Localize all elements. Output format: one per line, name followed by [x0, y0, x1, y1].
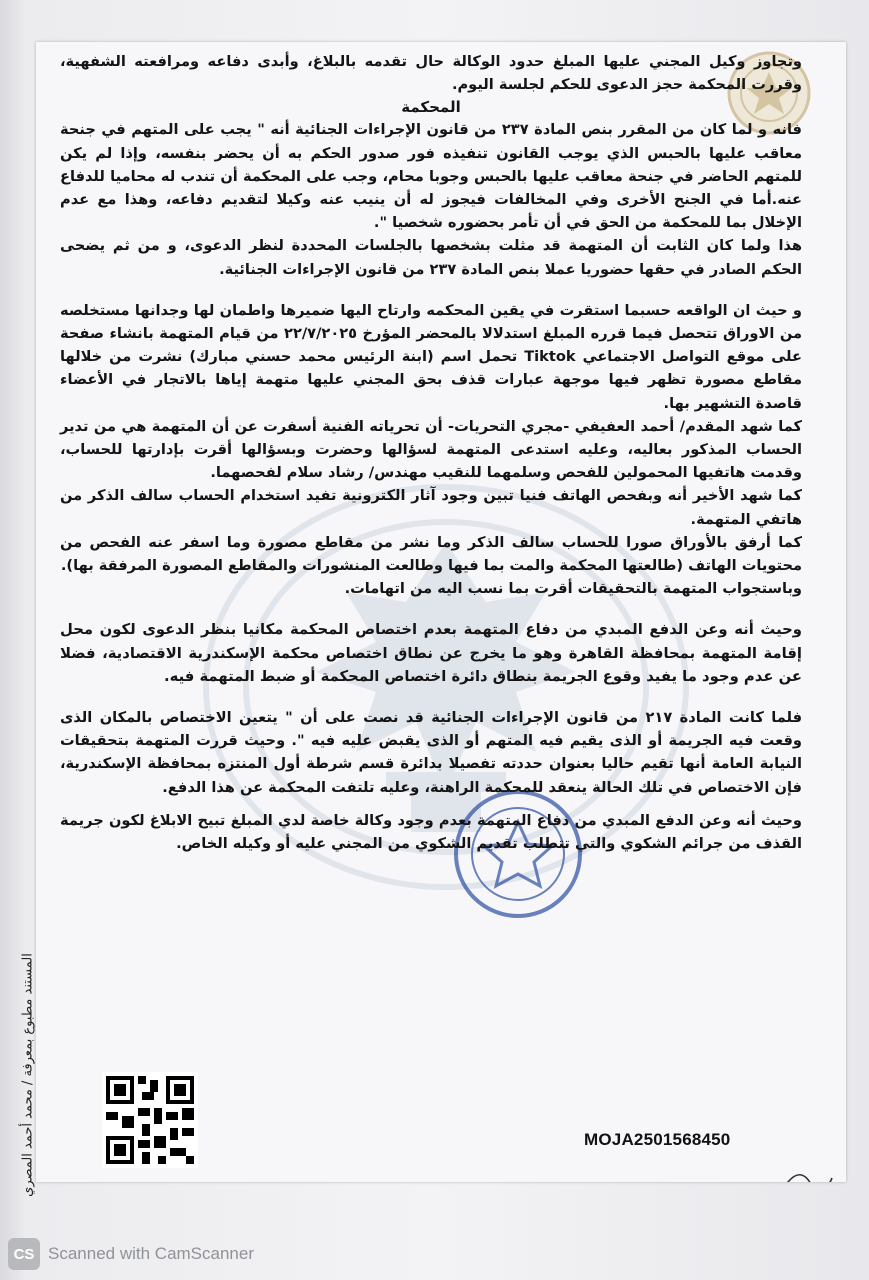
power-of-attorney-paragraph: وحيث أنه وعن الدفع المبدي من دفاع المتهمة بعدم وجود وكالة خاصة لدي المبلغ تبيح الابلاغ لكون جريمة القذف من جرائم الشكوي والتي تتطلب تقديم الشكوي من المجني عليه أو وكيله الخاص.: [60, 811, 802, 853]
section-heading: المحكمة: [401, 98, 461, 117]
document-page: [36, 42, 846, 1182]
attachments-paragraph: كما أرفق بالأوراق صورا للحساب سالف الذكر وما نشر من مقاطع مصورة وما اسفر عنه الفحص من محتويات الهاتف (طالعتها المحكمة والمت بما فيها وطالعت المنشورات والمقاطع المصورة المرفقة بها).: [60, 533, 802, 575]
interrogation-paragraph: وباستجواب المتهمة بالتحقيقات أقرت بما نسب اليه من اتهامات.: [344, 580, 802, 598]
jurisdiction-ruling-paragraph: فلما كانت المادة ٢١٧ من قانون الإجراءات الجنائية قد نصت على أن " يتعين الاختصاص بالمكان الذى وقعت فيه الجريمة أو الذى يقيم فيه المتهم أو الذى يقبض عليه فيه ". وحيث قررت المتهمة بتحقيقات النيابة العامة أنها تقيم حاليا بعنوان حددته تفصيلا بدائرة قسم شرطة أول المنتزه بمحافظة الإسكندرية، فإن الاختصاص في تلك الحالة ينعقد للمحكمة الراهنة، وعليه تلتفت المحكمة عن هذا الدفع.: [60, 709, 802, 796]
law-article-paragraph: فانه و لما كان من المقرر بنص المادة ٢٣٧ من قانون الإجراءات الجنائية أنه " يجب على المتهم في جنحة معاقب عليها بالحبس الذي يوجب القانون تنفيذه فور صدور الحكم به أن يحضر بنفسه، وإذا لم يكن للمتهم الحاضر في جنحة معاقب عليها بالحبس وجوبا محام، وجب على المحكمة أن تندب له محاميا للدفاع عنه.أما في الجنح الأخرى وفي المخالفات فيجوز له أن ينيب عنه وكيلا لتقديم دفاعه، وهذا مع عدم الإخلال بما للمحكمة من الحق في أن تأمر بحضوره شخصيا ".: [60, 121, 802, 232]
signature-icon: [756, 1168, 836, 1182]
side-note: [12, 940, 44, 1210]
facts-paragraph: و حيث ان الواقعه حسبما استقرت في يقين المحكمه وارتاح اليها ضميرها واطمان لها وجدانها مستخلصه من الاوراق تتحصل فيما قرره المبلغ استدلالا بالمحضر المؤرخ ٢٢/٧/٢٠٢٥ من قيام المتهمة بانشاء صفحة على موقع التواصل الاجتماعي Tiktok تحمل اسم (ابنة الرئيس محمد حسني مبارك) نشرت من خلالها مقاطع مصورة تظهر فيها موجهة عبارات قذف بحق المجني عليها متهمة إياها بالاتجار في الأعضاء قاصدة التشهير بها.: [60, 301, 802, 412]
technical-testimony-paragraph: كما شهد الأخير أنه وبفحص الهاتف فنيا تبين وجود آثار الكترونية تفيد استخدام الحساب سالف الذكر من هاتفي المتهمة.: [60, 487, 802, 528]
qr-code-icon: [102, 1072, 198, 1168]
document-code: MOJA2501568450: [584, 1130, 731, 1149]
jurisdiction-defense-paragraph: وحيث أنه وعن الدفع المبدي من دفاع المتهمة بعدم اختصاص المحكمة مكانيا بنظر الدعوى لكون محل إقامة المتهمة بمحافظة القاهرة وهو ما يخرج عن نطاق اختصاص محكمة الإسكندرية الاقتصادية، فضلا عن عدم وجود ما يفيد وقوع الجريمة بنطاق دائرة اختصاص المحكمة أو ضبط المتهمة فيه.: [60, 621, 802, 685]
side-note-text: المستند مطبوع بمعرفة / محمد أحمد المصري: [20, 953, 36, 1197]
camscanner-footer: [8, 1236, 254, 1272]
judgment-text: [60, 50, 802, 855]
scanned-with-label: Scanned with CamScanner: [48, 1244, 255, 1263]
camscanner-logo-icon: CS: [8, 1238, 40, 1270]
opening-paragraph: وتجاوز وكيل المجني عليها المبلغ حدود الوكالة حال تقدمه بالبلاغ، وأبدى دفاعه ومرافعته الشفهية، وقررت المحكمة حجز الدعوى للحكم لجلسة اليوم.: [60, 53, 802, 94]
officer-testimony-paragraph: كما شهد المقدم/ أحمد العفيفي -مجري التحريات- أن تحرياته الفنية أسفرت عن أن المتهمة هي من تدير الحساب المذكور بعاليه، وعليه استدعى المتهمة لسؤالها وحضرت وبسؤالها أقرت بإدارتها للحساب، وقدمت هاتفيها المحمولين للفحص وسلمهما للنقيب مهندس/ رشاد سلام لفحصهما.: [60, 417, 802, 482]
presence-paragraph: هذا ولما كان الثابت أن المتهمة قد مثلت بشخصها بالجلسات المحددة لنظر الدعوى، و من ثم يضحى الحكم الصادر في حقها حضوريا عملا بنص المادة ٢٣٧ من قانون الإجراءات الجنائية.: [60, 237, 802, 278]
